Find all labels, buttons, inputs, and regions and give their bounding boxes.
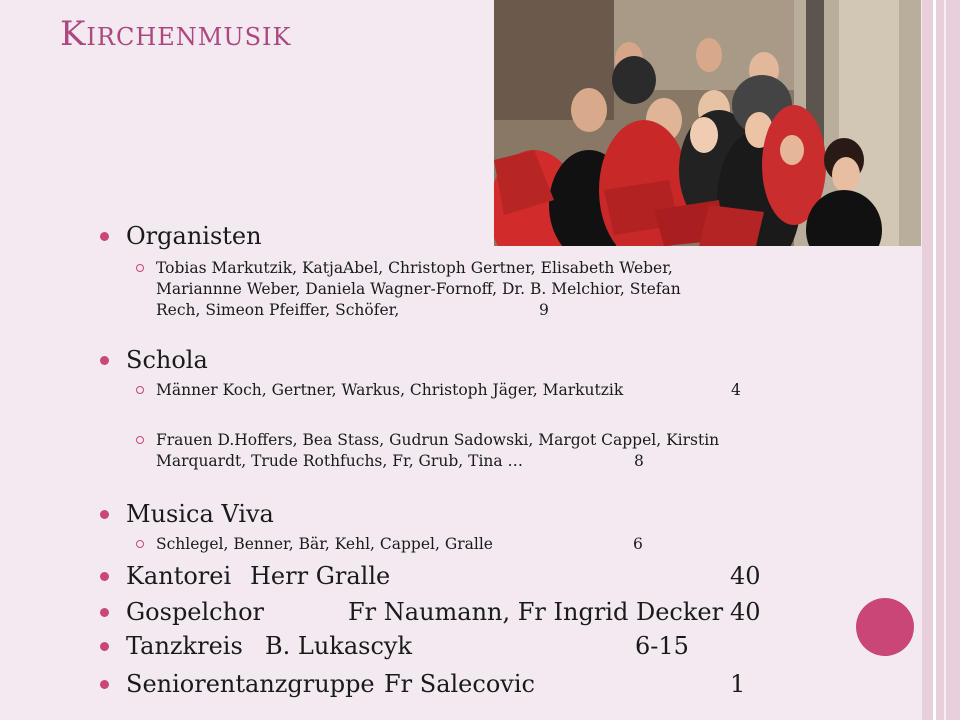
- bullet-icon: [100, 680, 109, 689]
- item-leader: Herr Gralle: [250, 562, 391, 590]
- item-count: 6-15: [635, 632, 689, 660]
- count: 4: [731, 381, 741, 399]
- item-leader: Fr Naumann, Fr Ingrid Decker: [348, 598, 724, 626]
- bullet-ring-icon: [136, 386, 144, 394]
- count: 9: [539, 301, 549, 319]
- count: 8: [634, 452, 644, 470]
- item-label: Schola: [126, 346, 208, 374]
- sub-text: Tobias Markutzik, KatjaAbel, Christoph Gertner, Elisabeth Weber, Mariannne Weber, Daniela Wagner-Fornoff, Dr. B. Melchior, Stefan Rech, Simeon Pfeiffer, Schöfer,: [156, 259, 681, 319]
- slide-title: Kirchenmusik: [60, 14, 292, 54]
- sub-text: Männer Koch, Gertner, Warkus, Christoph Jäger, Markutzik: [156, 381, 624, 399]
- bullet-icon: [100, 232, 109, 241]
- count: 6: [633, 535, 643, 553]
- bullet-ring-icon: [136, 540, 144, 548]
- slide-border: [922, 0, 960, 720]
- sub-text: Schlegel, Benner, Bär, Kehl, Cappel, Gralle: [156, 535, 493, 553]
- item-count: 40: [730, 562, 761, 590]
- bullet-ring-icon: [136, 264, 144, 272]
- bullet-icon: [100, 572, 109, 581]
- item-label: Organisten: [126, 222, 262, 250]
- bullet-icon: [100, 510, 109, 519]
- item-leader: B. Lukascyk: [265, 632, 412, 660]
- choir-photo: [494, 0, 921, 246]
- bullet-icon: [100, 642, 109, 651]
- border-line: [933, 0, 936, 720]
- item-label: Seniorentanzgruppe: [126, 670, 375, 698]
- sub-text: Frauen D.Hoffers, Bea Stass, Gudrun Sadowski, Margot Cappel, Kirstin Marquardt, Trude Rothfuchs, Fr, Grub, Tina …: [156, 431, 720, 470]
- item-count: 1: [730, 670, 746, 698]
- decorative-circle: [856, 598, 914, 656]
- item-leader: Fr Salecovic: [384, 670, 535, 698]
- bullet-icon: [100, 356, 109, 365]
- item-label: Musica Viva: [126, 500, 274, 528]
- item-label: Gospelchor: [126, 598, 264, 626]
- bullet-ring-icon: [136, 436, 144, 444]
- bullet-icon: [100, 608, 109, 617]
- border-line: [944, 0, 946, 720]
- item-label: Kantorei: [126, 562, 232, 590]
- item-count: 40: [730, 598, 761, 626]
- item-label: Tanzkreis: [126, 632, 243, 660]
